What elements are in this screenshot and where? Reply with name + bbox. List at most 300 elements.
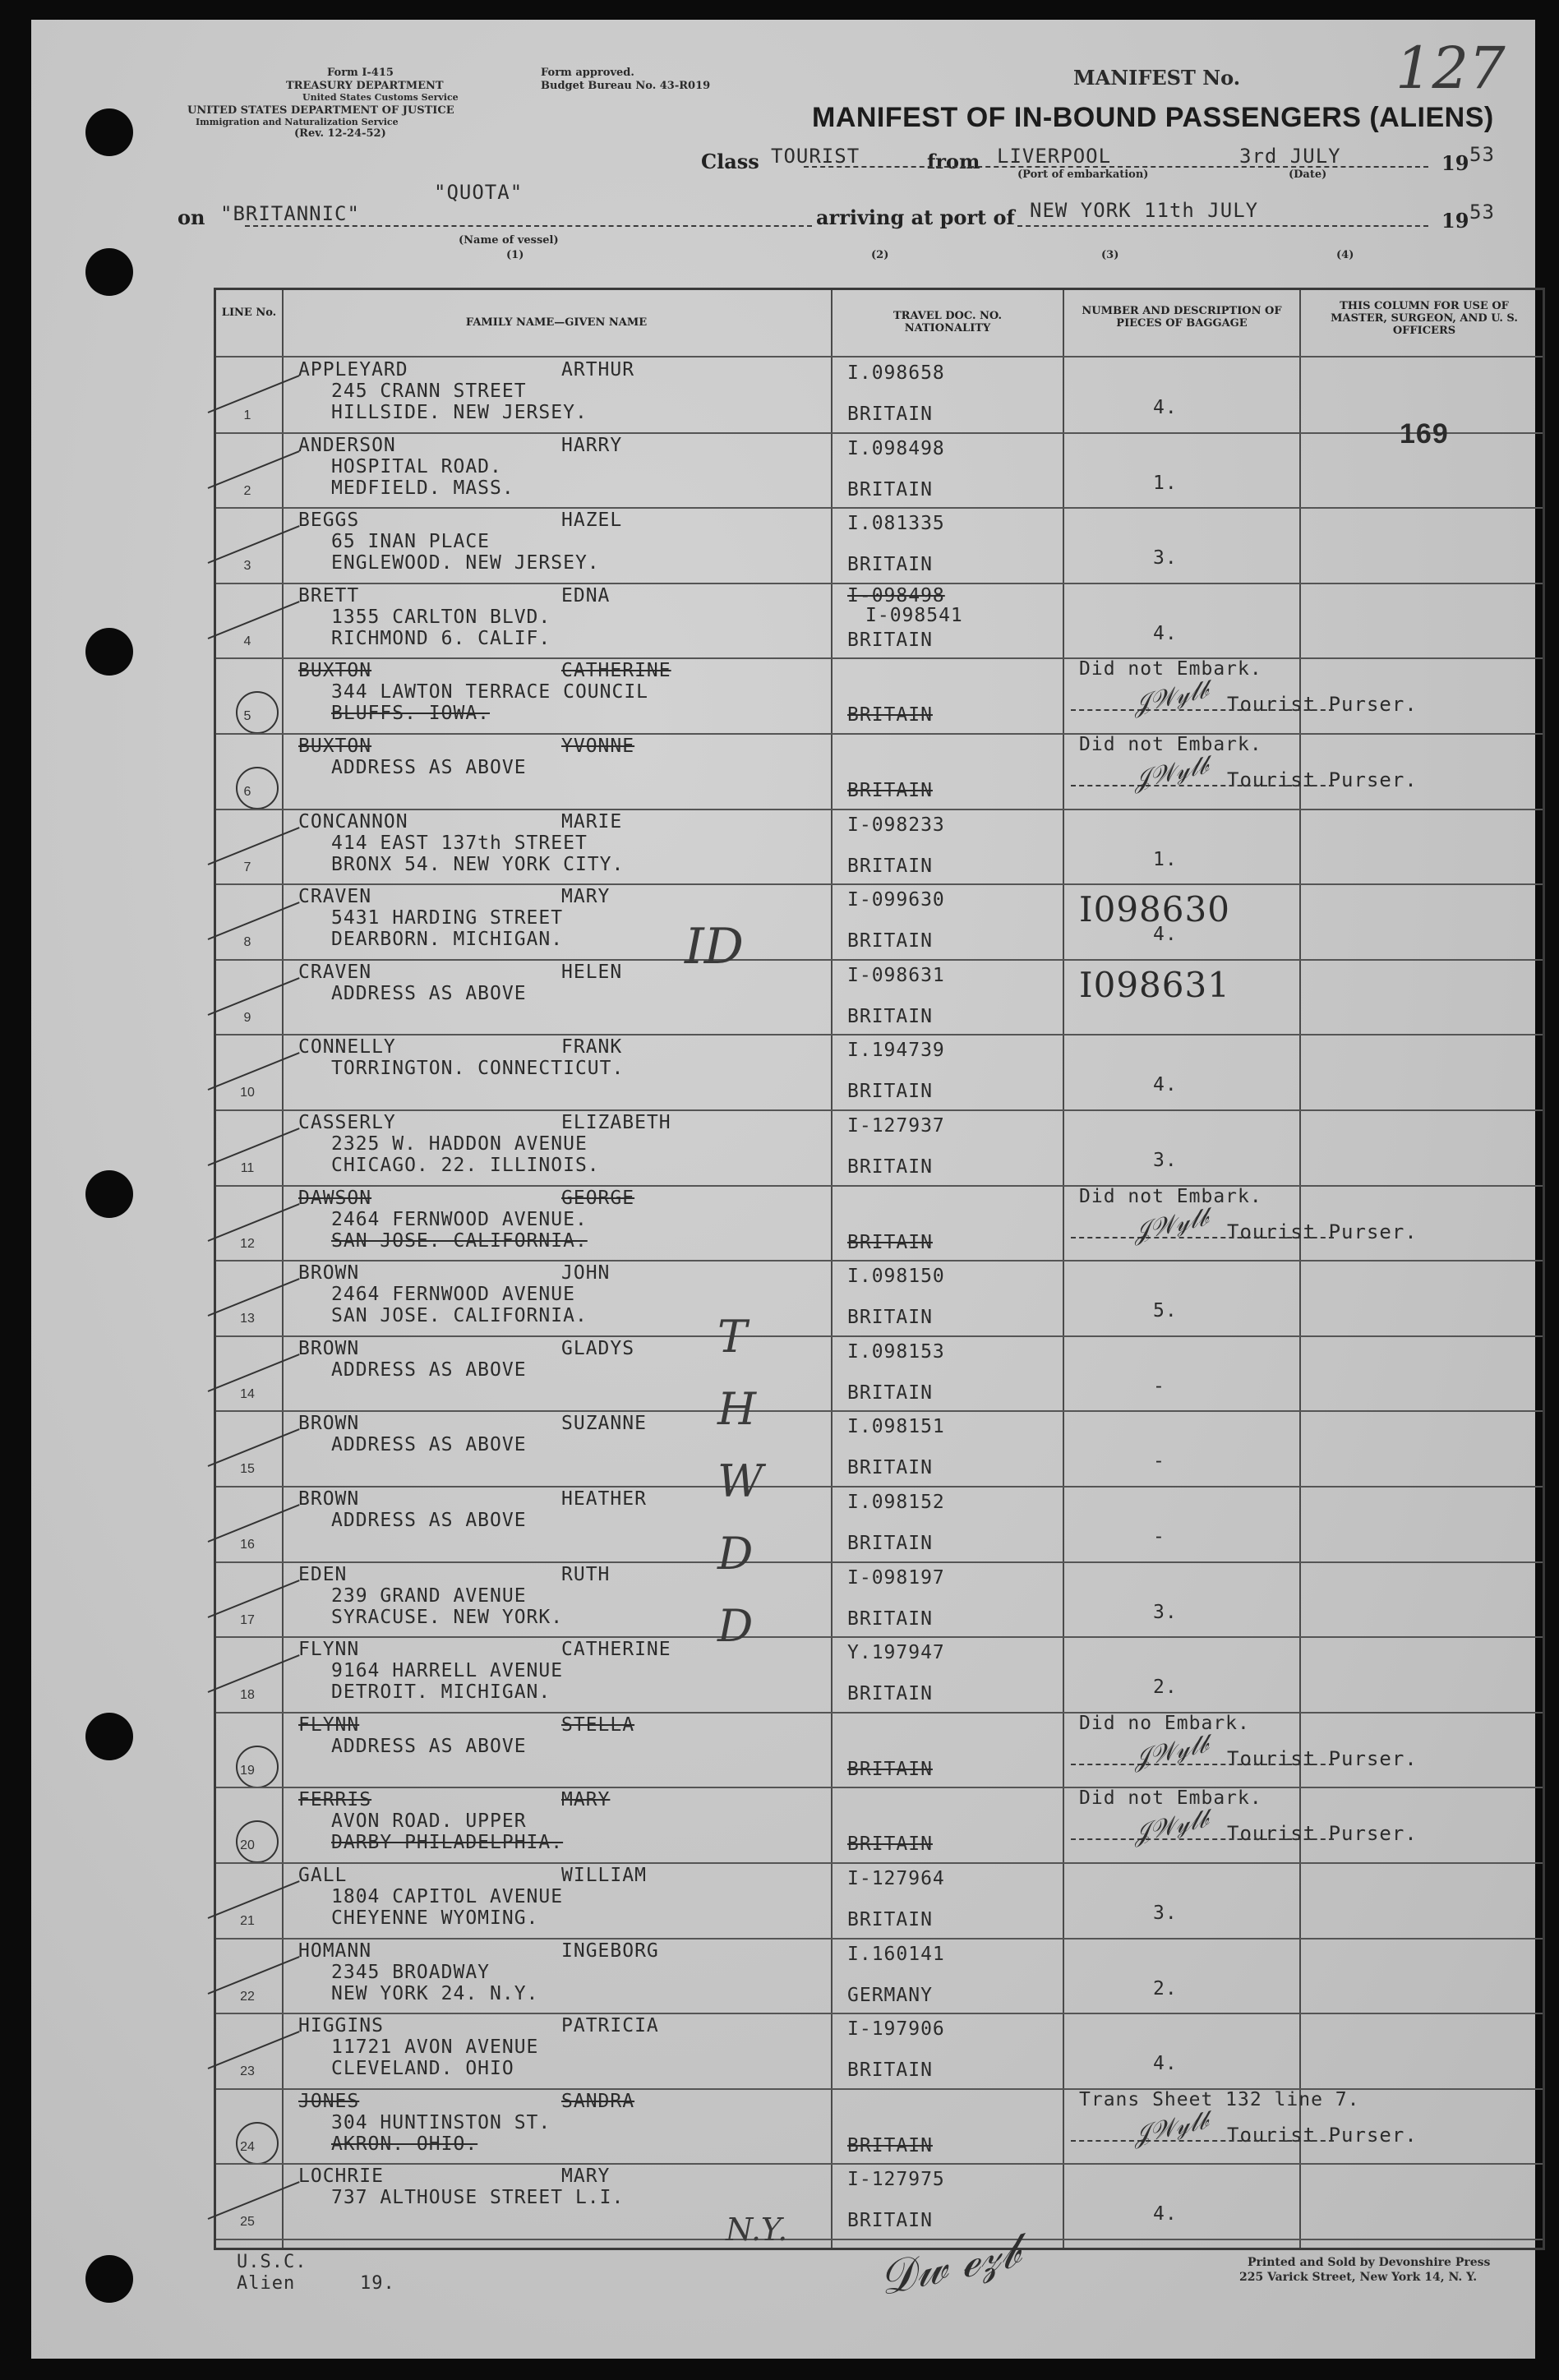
vessel-sub: (Name of vessel)	[459, 234, 559, 247]
travel-doc-number: I.098498	[847, 437, 945, 459]
line-number: 22	[240, 1989, 255, 2004]
given-name: GEORGE	[561, 1187, 635, 1209]
address-line2: AKRON. OHIO.	[331, 2133, 478, 2155]
check-tick	[208, 1128, 300, 1166]
address-line1: 9164 HARRELL AVENUE	[331, 1660, 564, 1682]
baggage-count: 4.	[1153, 622, 1178, 644]
nationality: BRITAIN	[847, 1005, 933, 1027]
class-value: TOURIST	[771, 145, 860, 168]
baggage-count: 4.	[1153, 1074, 1178, 1096]
manifest-no-value: 127	[1395, 35, 1506, 102]
line-number: 21	[240, 1914, 255, 1928]
line-number: 11	[240, 1161, 255, 1175]
given-name: SUZANNE	[561, 1413, 647, 1435]
travel-doc-number: I-098541	[865, 604, 963, 626]
baggage-count: 3.	[1153, 1601, 1178, 1623]
date-value: 3rd JULY	[1239, 145, 1341, 168]
given-name: MARIE	[561, 810, 623, 833]
travel-doc-number: Y.197947	[847, 1642, 945, 1664]
embark-status: Trans Sheet 132 line 7.	[1079, 2088, 1360, 2110]
family-name: FLYNN	[298, 1639, 360, 1661]
given-name: ARTHUR	[561, 359, 635, 381]
table-row	[216, 1487, 1543, 1561]
embark-status: Did not Embark.	[1079, 1185, 1262, 1207]
nationality: BRITAIN	[847, 1457, 933, 1479]
table-row	[216, 1713, 1543, 1787]
class-line-rule	[804, 166, 1428, 168]
address-line1: 11721 AVON AVENUE	[331, 2036, 539, 2059]
purser-signature: 𝒥𝒲𝓎𝓁𝒷	[1130, 2106, 1211, 2151]
circled-line-marker	[236, 1820, 279, 1863]
line-number: 6	[243, 785, 251, 799]
address-line1: 65 INAN PLACE	[331, 531, 491, 553]
embark-status: Did no Embark.	[1079, 1712, 1250, 1734]
given-name: WILLIAM	[561, 1865, 647, 1886]
nationality: BRITAIN	[847, 2210, 933, 2232]
purser-signature: 𝒥𝒲𝓎𝓁𝒷	[1130, 1202, 1211, 1247]
line-number: 1	[243, 408, 251, 422]
dotted-rule	[1071, 1764, 1334, 1765]
address-line2: CLEVELAND. OHIO	[331, 2058, 514, 2080]
manifest-table	[214, 288, 1545, 2250]
address-line1: ADDRESS AS ABOVE	[331, 982, 527, 1004]
family-name: CASSERLY	[298, 1112, 396, 1133]
nationality: BRITAIN	[847, 780, 933, 801]
line-number: 24	[240, 2139, 255, 2154]
line-number: 8	[243, 935, 251, 950]
travel-doc-number: I-098233	[847, 814, 945, 836]
check-tick	[208, 2031, 300, 2069]
dotted-rule	[1071, 2140, 1334, 2142]
address-line1: ADDRESS AS ABOVE	[331, 1510, 527, 1531]
nationality: BRITAIN	[847, 1909, 933, 1930]
dotted-rule	[1071, 1838, 1334, 1840]
binder-hole	[85, 1170, 133, 1218]
table-row	[216, 1035, 1543, 1109]
given-name: MARY	[561, 886, 611, 908]
line-number: 23	[240, 2064, 255, 2079]
address-line1: ADDRESS AS ABOVE	[331, 1434, 527, 1456]
address-line1: 1804 CAPITOL AVENUE	[331, 1886, 564, 1907]
address-line2: BRONX 54. NEW YORK CITY.	[331, 853, 625, 875]
from-sub: (Port of embarkation)	[1017, 168, 1149, 181]
year2-suffix: 53	[1469, 201, 1495, 224]
header-travel-doc: TRAVEL DOC. NO. NATIONALITY	[893, 310, 1003, 334]
class-label: Class	[701, 150, 759, 173]
from-label: from	[927, 150, 980, 173]
table-row	[216, 2013, 1543, 2088]
travel-doc-number: I.098152	[847, 1492, 945, 1513]
family-name: ANDERSON	[298, 434, 396, 456]
table-row	[216, 1637, 1543, 1712]
line-number: 14	[240, 1386, 255, 1401]
family-name: LOCHRIE	[298, 2166, 384, 2188]
line-number: 13	[240, 1312, 255, 1326]
family-name: CONCANNON	[298, 810, 408, 833]
circled-line-marker	[236, 1746, 279, 1788]
address-line2: DETROIT. MICHIGAN.	[331, 1681, 551, 1704]
check-tick	[208, 977, 300, 1016]
line-number: 15	[240, 1462, 255, 1477]
check-tick	[208, 1956, 300, 1995]
check-tick	[208, 1278, 300, 1317]
table-row	[216, 960, 1543, 1035]
table-row	[216, 809, 1543, 884]
address-line2: CHEYENNE WYOMING.	[331, 1907, 539, 1929]
table-row	[216, 1261, 1543, 1335]
address-line1: 2345 BROADWAY	[331, 1961, 491, 1983]
address-line1: ADDRESS AS ABOVE	[331, 1358, 527, 1381]
nationality: GERMANY	[847, 1984, 933, 2006]
family-name: APPLEYARD	[298, 359, 408, 381]
on-label: on	[178, 205, 205, 229]
vessel-name: "BRITANNIC"	[220, 202, 360, 225]
line-number: 4	[243, 634, 251, 648]
line-number: 12	[240, 1236, 255, 1251]
check-tick	[208, 375, 300, 413]
check-tick	[208, 1053, 300, 1091]
embark-status: Did not Embark.	[1079, 658, 1262, 680]
nationality: BRITAIN	[847, 2059, 933, 2082]
nationality: BRITAIN	[847, 554, 933, 576]
baggage-count: -	[1153, 1451, 1165, 1473]
address-line1: 304 HUNTINSTON ST.	[331, 2111, 551, 2133]
footer-alien: Alien	[237, 2273, 296, 2294]
check-tick	[208, 827, 300, 865]
address-line1: 2325 W. HADDON AVENUE	[331, 1133, 588, 1155]
travel-doc-number: I-127975	[847, 2169, 945, 2191]
table-row	[216, 1863, 1543, 1938]
given-name: INGEBORG	[561, 1940, 659, 1962]
nationality: BRITAIN	[847, 1758, 933, 1780]
travel-doc-number: I.160141	[847, 1943, 945, 1965]
line-number: 2	[243, 483, 251, 498]
family-name: BROWN	[298, 1488, 360, 1510]
given-name: HARRY	[561, 434, 623, 456]
family-name: CRAVEN	[298, 886, 372, 908]
baggage-count: 1.	[1153, 848, 1178, 870]
given-name: PATRICIA	[561, 2015, 659, 2037]
check-tick	[208, 1429, 300, 1468]
table-row	[216, 1336, 1543, 1411]
address-line1: 344 LAWTON TERRACE COUNCIL	[331, 681, 649, 703]
travel-doc-number: I.098658	[847, 362, 945, 384]
header-line-no: LINE No.	[221, 307, 277, 319]
line-number: 18	[240, 1688, 255, 1703]
dotted-rule	[1071, 785, 1334, 786]
check-tick	[208, 450, 300, 489]
purser-signature: 𝒥𝒲𝓎𝓁𝒷	[1130, 1729, 1211, 1774]
table-row	[216, 1787, 1543, 1862]
check-tick	[208, 2182, 300, 2221]
purser-signature: 𝒥𝒲𝓎𝓁𝒷	[1130, 676, 1211, 720]
address-line1: AVON ROAD. UPPER	[331, 1810, 527, 1833]
address-line2: MEDFIELD. MASS.	[331, 477, 514, 499]
embark-status: Did not Embark.	[1079, 1787, 1262, 1810]
address-line1: 414 EAST 137th STREET	[331, 832, 588, 854]
address-line2: NEW YORK 24. N.Y.	[331, 1982, 539, 2004]
header-baggage: NUMBER AND DESCRIPTION OF PIECES OF BAGGAGE	[1082, 305, 1282, 330]
address-line2: SAN JOSE. CALIFORNIA.	[331, 1229, 588, 1252]
travel-doc-number: I-127964	[847, 1868, 945, 1889]
binder-hole	[85, 1713, 133, 1760]
check-tick	[208, 902, 300, 940]
nationality: BRITAIN	[847, 855, 933, 877]
handwritten-ny: N.Y.	[726, 2212, 788, 2248]
family-name: CONNELLY	[298, 1036, 396, 1059]
baggage-count: 5.	[1153, 1300, 1178, 1322]
address-line1: 245 CRANN STREET	[331, 381, 527, 402]
address-line1: 239 GRAND AVENUE	[331, 1584, 527, 1607]
family-name: BEGGS	[298, 510, 360, 532]
address-line1: 737 ALTHOUSE STREET L.I.	[331, 2187, 625, 2209]
baggage-count: 1.	[1153, 472, 1178, 494]
nationality: BRITAIN	[847, 1081, 933, 1103]
dept-ins: Immigration and Naturalization Service	[196, 117, 399, 127]
given-name: HELEN	[561, 961, 623, 983]
handwritten-thwdd: THWDD	[717, 1311, 763, 1652]
quota-label: "QUOTA"	[434, 181, 524, 204]
binder-hole	[85, 248, 133, 296]
check-tick	[208, 525, 300, 564]
given-name: STELLA	[561, 1714, 635, 1736]
travel-doc-struck: I-098498	[847, 584, 945, 607]
address-line2: DEARBORN. MICHIGAN.	[331, 929, 564, 951]
form-revision: (Rev. 12-24-52)	[294, 127, 386, 140]
travel-doc-number: I.098151	[847, 1416, 945, 1438]
table-row	[216, 2164, 1543, 2239]
table-row	[216, 884, 1543, 959]
line-number: 3	[243, 559, 251, 574]
family-name: BROWN	[298, 1413, 360, 1435]
baggage-count: 4.	[1153, 397, 1178, 418]
nationality: BRITAIN	[847, 1833, 933, 1856]
purser-signature: 𝒥𝒲𝓎𝓁𝒷	[1130, 1805, 1211, 1849]
baggage-count: 4.	[1153, 2053, 1178, 2075]
arriving-label: arriving at port of	[816, 205, 1015, 229]
purser-note: Tourist Purser.	[1227, 2123, 1418, 2147]
baggage-count: 2.	[1153, 1677, 1178, 1699]
nationality: BRITAIN	[847, 1231, 933, 1253]
baggage-count: 3.	[1153, 547, 1178, 570]
dept-customs: United States Customs Service	[302, 92, 459, 103]
given-name: CATHERINE	[561, 1639, 671, 1661]
line-number: 17	[240, 1612, 255, 1627]
dept-treasury: TREASURY DEPARTMENT	[286, 80, 444, 92]
footer-usc: U.S.C.	[237, 2252, 307, 2272]
purser-note: Tourist Purser.	[1227, 693, 1418, 717]
baggage-count: 3.	[1153, 1903, 1178, 1924]
check-tick	[208, 1504, 300, 1543]
travel-doc-number: I.098150	[847, 1266, 945, 1288]
given-name: MARY	[561, 2166, 611, 2188]
line-number: 19	[240, 1763, 255, 1778]
family-name: FLYNN	[298, 1714, 360, 1736]
year1: 19	[1441, 151, 1469, 175]
purser-note: Tourist Purser.	[1227, 768, 1418, 791]
address-line1: 2464 FERNWOOD AVENUE.	[331, 1208, 588, 1230]
travel-doc-number: I-127937	[847, 1115, 945, 1137]
col2-label: (2)	[871, 249, 889, 261]
vessel-rule	[245, 225, 812, 227]
address-line2: RICHMOND 6. CALIF.	[331, 627, 551, 649]
address-line1: 2464 FERNWOOD AVENUE	[331, 1284, 575, 1306]
given-name: HEATHER	[561, 1488, 647, 1510]
nationality: BRITAIN	[847, 704, 933, 726]
officer-signature: 𝒟𝓌 ℯ𝓏𝒷	[874, 2224, 1025, 2307]
given-name: FRANK	[561, 1036, 623, 1059]
table-row	[216, 357, 1543, 432]
table-row	[216, 1562, 1543, 1637]
table-row	[216, 1939, 1543, 2013]
family-name: DAWSON	[298, 1187, 372, 1209]
nationality: BRITAIN	[847, 1607, 933, 1630]
table-row	[216, 417, 1543, 508]
nationality: BRITAIN	[847, 1156, 933, 1178]
check-tick	[208, 1654, 300, 1693]
travel-doc-number: I-197906	[847, 2018, 945, 2041]
family-name: CRAVEN	[298, 961, 372, 983]
manifest-title: MANIFEST OF IN-BOUND PASSENGERS (ALIENS)	[812, 102, 1494, 133]
form-approved: Form approved.	[541, 67, 634, 79]
family-name: JONES	[298, 2090, 360, 2112]
baggage-count: -	[1153, 1526, 1165, 1547]
baggage-count: 3.	[1153, 1150, 1178, 1171]
given-name: YVONNE	[561, 736, 635, 757]
nationality: BRITAIN	[847, 1381, 933, 1404]
address-line1: HOSPITAL ROAD.	[331, 455, 502, 477]
given-name: JOHN	[561, 1262, 611, 1285]
nationality: BRITAIN	[847, 930, 933, 952]
address-line1: ADDRESS AS ABOVE	[331, 1735, 527, 1757]
year1-suffix: 53	[1469, 143, 1495, 166]
printer-line1: Printed and Sold by Devonshire Press	[1248, 2256, 1491, 2269]
family-name: BROWN	[298, 1262, 360, 1285]
given-name: GLADYS	[561, 1337, 635, 1359]
purser-note: Tourist Purser.	[1227, 1746, 1418, 1770]
address-line1: 5431 HARDING STREET	[331, 907, 564, 929]
dept-justice: UNITED STATES DEPARTMENT OF JUSTICE	[187, 104, 454, 117]
handwritten-id: ID	[685, 918, 744, 976]
baggage-count: 2.	[1153, 1977, 1178, 1999]
line-number: 7	[243, 860, 251, 874]
family-name: BROWN	[298, 1337, 360, 1359]
purser-note: Tourist Purser.	[1227, 1822, 1418, 1846]
check-tick	[208, 1203, 300, 1242]
officer-note: 169	[1400, 417, 1449, 450]
table-row	[216, 2089, 1543, 2164]
family-name: BUXTON	[298, 736, 372, 757]
binder-hole	[85, 108, 133, 156]
header-name: FAMILY NAME—GIVEN NAME	[465, 316, 648, 329]
given-name: SANDRA	[561, 2090, 635, 2112]
table-row	[216, 1186, 1543, 1261]
nationality: BRITAIN	[847, 1683, 933, 1705]
address-line2: SAN JOSE. CALIFORNIA.	[331, 1305, 588, 1327]
family-name: HOMANN	[298, 1940, 372, 1962]
handwritten-doc-correction: I098631	[1079, 964, 1230, 1005]
budget-bureau: Budget Bureau No. 43-R019	[541, 80, 711, 92]
table-row	[216, 1110, 1543, 1185]
family-name: BUXTON	[298, 660, 372, 682]
line-number: 16	[240, 1538, 255, 1552]
date-sub: (Date)	[1289, 168, 1327, 181]
table-row	[216, 658, 1543, 733]
purser-signature: 𝒥𝒲𝓎𝓁𝒷	[1130, 750, 1211, 796]
travel-doc-number: I.098153	[847, 1340, 945, 1363]
line-number: 20	[240, 1838, 255, 1853]
family-name: FERRIS	[298, 1789, 372, 1811]
circled-line-marker	[236, 691, 279, 734]
col3-label: (3)	[1101, 249, 1119, 261]
dotted-rule	[1071, 709, 1334, 711]
circled-line-marker	[236, 767, 279, 809]
footer-alien-count: 19.	[360, 2273, 395, 2294]
address-line2: BLUFFS. IOWA.	[331, 703, 491, 725]
travel-doc-number: I.194739	[847, 1040, 945, 1062]
circled-line-marker	[236, 2122, 279, 2165]
check-tick	[208, 1880, 300, 1919]
arrival-rule	[1017, 225, 1428, 227]
address-line1: 1355 CARLTON BLVD.	[331, 606, 551, 628]
nationality: BRITAIN	[847, 1533, 933, 1554]
nationality: BRITAIN	[847, 2134, 933, 2156]
baggage-count: 4.	[1153, 2203, 1178, 2225]
given-name: MARY	[561, 1789, 611, 1811]
address-line2: ENGLEWOOD. NEW JERSEY.	[331, 552, 600, 574]
travel-doc-number: I-099630	[847, 889, 945, 911]
row-rule	[216, 2239, 1543, 2240]
manifest-sheet	[31, 20, 1535, 2359]
col1-label: (1)	[506, 249, 524, 261]
printer-line2: 225 Varick Street, New York 14, N. Y.	[1239, 2271, 1478, 2284]
col4-label: (4)	[1336, 249, 1354, 261]
binder-hole	[85, 2255, 133, 2303]
family-name: HIGGINS	[298, 2015, 384, 2037]
arriving-value: NEW YORK 11th JULY	[1030, 199, 1259, 222]
table-row	[216, 734, 1543, 809]
address-line2: HILLSIDE. NEW JERSEY.	[331, 402, 588, 423]
from-value: LIVERPOOL	[997, 145, 1112, 168]
given-name: HAZEL	[561, 510, 623, 532]
manifest-no-label: MANIFEST No.	[1073, 66, 1241, 90]
address-line2: SYRACUSE. NEW YORK.	[331, 1606, 564, 1628]
binder-hole	[85, 628, 133, 676]
address-line2: CHICAGO. 22. ILLINOIS.	[331, 1155, 600, 1176]
address-line1: ADDRESS AS ABOVE	[331, 757, 527, 778]
check-tick	[208, 601, 300, 639]
embark-status: Did not Embark.	[1079, 734, 1262, 755]
given-name: CATHERINE	[561, 660, 671, 682]
line-number: 5	[243, 709, 251, 724]
address-line2: DARBY PHILADELPHIA.	[331, 1832, 564, 1854]
purser-note: Tourist Purser.	[1227, 1220, 1418, 1243]
table-row	[216, 583, 1543, 658]
nationality: BRITAIN	[847, 478, 933, 500]
line-number: 9	[243, 1010, 251, 1025]
travel-doc-number: I-098197	[847, 1566, 945, 1589]
given-name: EDNA	[561, 584, 611, 607]
given-name: ELIZABETH	[561, 1112, 671, 1133]
family-name: EDEN	[298, 1563, 348, 1585]
table-row	[216, 1411, 1543, 1486]
baggage-count: 4.	[1153, 924, 1178, 946]
dotted-rule	[1071, 1237, 1334, 1238]
baggage-count: -	[1153, 1375, 1165, 1397]
year2: 19	[1441, 209, 1469, 233]
check-tick	[208, 1580, 300, 1618]
given-name: RUTH	[561, 1563, 611, 1585]
